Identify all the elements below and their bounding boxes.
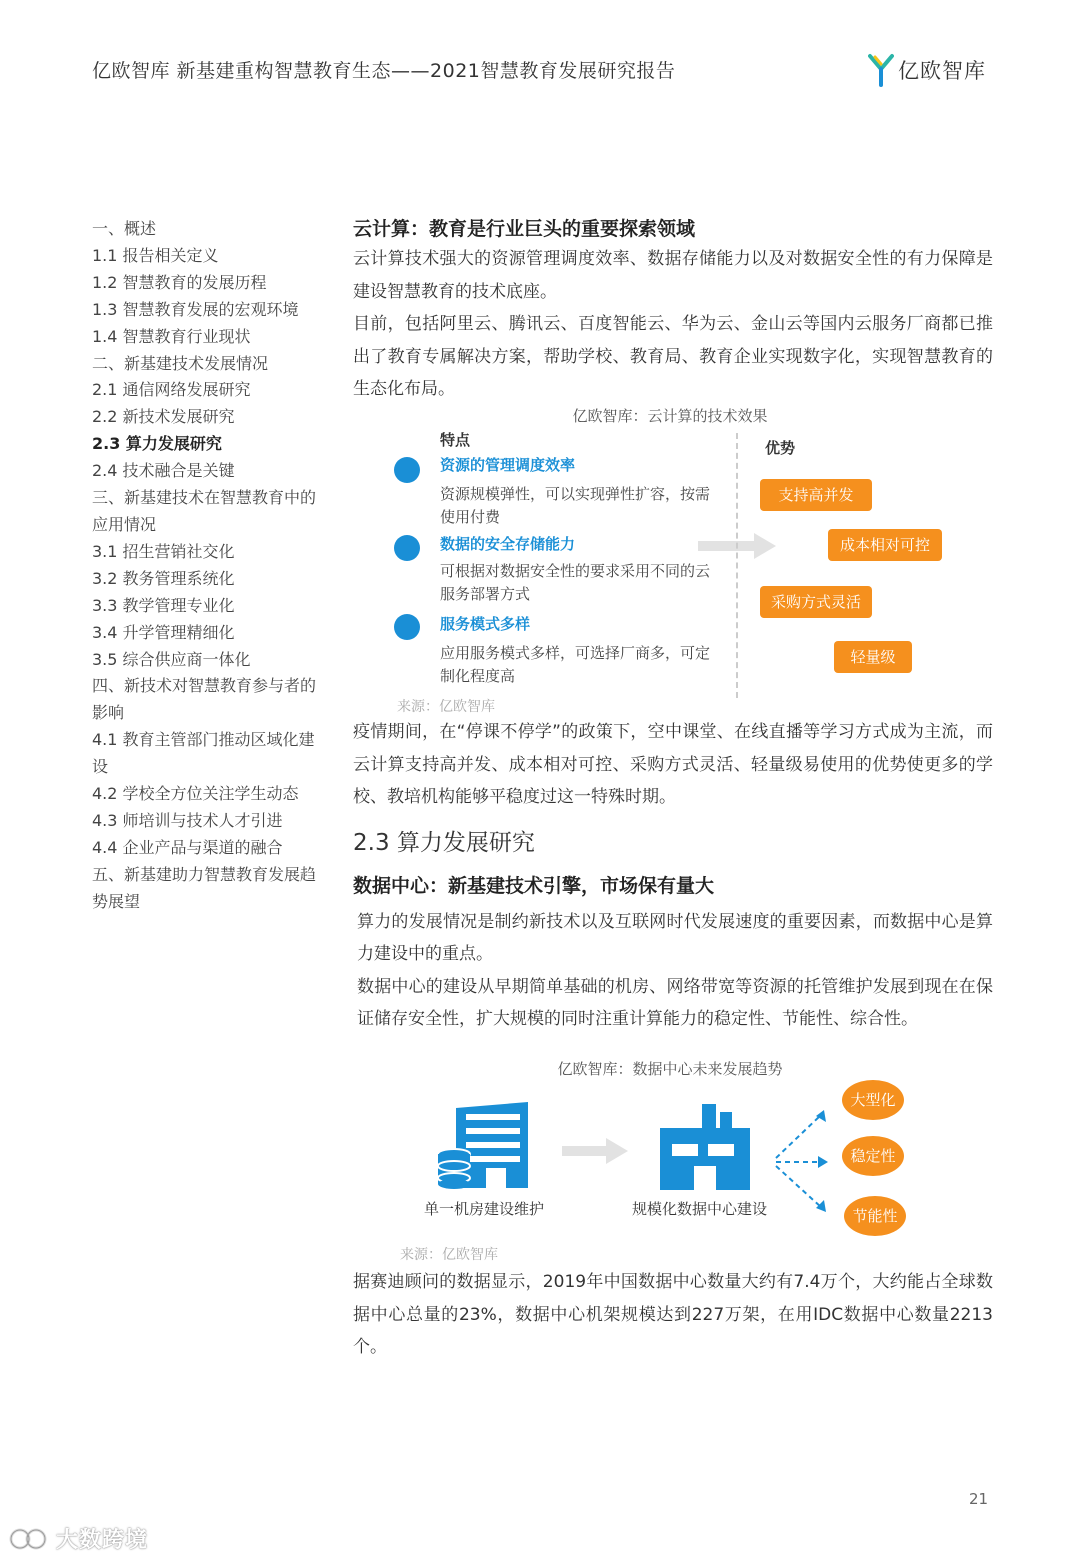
toc-item[interactable]: 3.1 招生营销社交化 <box>92 541 235 561</box>
watermark-text: 大数跨境 <box>56 1528 149 1553</box>
logo <box>868 52 986 88</box>
toc-item[interactable]: 3.3 教学管理专业化 <box>92 595 235 615</box>
features-header: 特点 <box>440 431 471 449</box>
factory-icon <box>658 1104 752 1190</box>
toc-item[interactable]: 1.2 智慧教育的发展历程 <box>92 272 267 292</box>
datacenter-para-2: 数据中心的建设从早期简单基础的机房、网络带宽等资源的托管维护发展到现在在保证储存安全性，扩大规模的同时注重计算能力的稳定性、节能性、综合性。 <box>357 976 993 1029</box>
trend-bubble: 节能性 <box>844 1196 906 1236</box>
datacenter-para-1: 算力的发展情况是制约新技术以及互联网时代发展速度的重要因素，而数据中心是算力建设中的重点。 <box>357 911 993 964</box>
toc-item[interactable]: 3.4 升学管理精细化 <box>92 622 235 642</box>
cloud-para-1: 云计算技术强大的资源管理调度效率、数据存储能力以及对数据安全性的有力保障是建设智慧教育的技术底座。 <box>353 249 993 302</box>
bullet-dot-icon <box>394 457 420 483</box>
toc-item[interactable]: 4.3 师培训与技术人才引进 <box>92 810 283 830</box>
bullet-dot-icon <box>394 614 420 640</box>
table-of-contents <box>92 216 320 916</box>
toc-item[interactable]: 四、新技术对智慧教育参与者的影响 <box>92 676 317 723</box>
section-title: 2.3 算力发展研究 <box>353 829 535 856</box>
scale-datacenter-label: 规模化数据中心建设 <box>632 1200 768 1218</box>
cloud-para-2: 目前，包括阿里云、腾讯云、百度智能云、华为云、金山云等国内云服务厂商都已推出了教育专属解决方案，帮助学校、教育局、教育企业实现数字化，实现智慧教育的生态化布局。 <box>353 314 993 399</box>
logo-y-icon <box>868 53 894 87</box>
toc-item[interactable]: 1.3 智慧教育发展的宏观环境 <box>92 299 299 319</box>
feature-title: 资源的管理调度效率 <box>440 456 576 474</box>
feature-desc: 应用服务模式多样，可选择厂商多，可定制化程度高 <box>440 644 711 685</box>
toc-item[interactable]: 1.1 报告相关定义 <box>92 245 219 265</box>
page-number: 21 <box>969 1490 989 1508</box>
trend-bubble: 稳定性 <box>842 1136 904 1176</box>
toc-item[interactable]: 2.4 技术融合是关键 <box>92 461 235 481</box>
trend-bubble: 大型化 <box>842 1080 904 1120</box>
section-2-3 <box>353 716 993 1036</box>
toc-item[interactable]: 2.1 通信网络发展研究 <box>92 380 251 400</box>
feature-title: 服务模式多样 <box>440 615 531 633</box>
header-title: 亿欧智库 新基建重构智慧教育生态——2021智慧教育发展研究报告 <box>92 60 676 82</box>
stats-section <box>353 1266 993 1364</box>
figure-source: 来源：亿欧智库 <box>400 1247 498 1263</box>
feature-desc: 可根据对数据安全性的要求采用不同的云服务部署方式 <box>440 562 711 603</box>
epidemic-paragraph: 疫情期间，在“停课不停学”的政策下，空中课堂、在线直播等学习方式成为主流，而云计算支持高并发、成本相对可控、采购方式灵活、轻量级易使用的优势使更多的学校、教培机构能够平稳度过这一特殊时期。 <box>353 722 993 807</box>
toc-item[interactable]: 1.4 智慧教育行业现状 <box>92 326 251 346</box>
advantage-pill: 成本相对可控 <box>828 529 942 561</box>
toc-item[interactable]: 五、新基建助力智慧教育发展趋势展望 <box>92 864 317 911</box>
cloud-section <box>353 214 993 406</box>
advantage-pill: 采购方式灵活 <box>760 586 872 618</box>
advantage-pill: 支持高并发 <box>760 479 872 511</box>
toc-item[interactable]: 3.2 教务管理系统化 <box>92 568 235 588</box>
feature-desc: 资源规模弹性，可以实现弹性扩容，按需使用付费 <box>440 485 711 526</box>
single-room-label: 单一机房建设维护 <box>424 1200 545 1218</box>
datacenter-heading: 数据中心：新基建技术引擎，市场保有量大 <box>353 874 715 897</box>
figure-source: 来源：亿欧智库 <box>397 699 495 715</box>
dashed-arrows-icon <box>772 1106 832 1216</box>
logo-text: 亿欧智库 <box>898 59 986 83</box>
toc-item[interactable]: 二、新基建技术发展情况 <box>92 353 269 373</box>
toc-item[interactable]: 三、新基建技术在智慧教育中的应用情况 <box>92 488 317 534</box>
cloud-effects-figure <box>380 405 1000 715</box>
toc-item[interactable]: 4.4 企业产品与渠道的融合 <box>92 837 283 857</box>
divider <box>736 433 738 698</box>
toc-item[interactable]: 一、概述 <box>92 219 157 238</box>
datacenter-trend-figure <box>400 1056 1000 1266</box>
figure-caption: 亿欧智库：数据中心未来发展趋势 <box>557 1060 783 1078</box>
feature-title: 数据的安全存储能力 <box>440 535 576 553</box>
toc-item-active[interactable]: 2.3 算力发展研究 <box>92 434 222 454</box>
right-arrow-icon <box>562 1138 628 1164</box>
bullet-dot-icon <box>394 535 420 561</box>
watermark-logo-icon <box>8 1525 50 1553</box>
toc-item[interactable]: 4.1 教育主管部门推动区域化建设 <box>92 730 315 777</box>
advantages-header: 优势 <box>765 439 796 457</box>
watermark <box>8 1523 148 1554</box>
cloud-heading: 云计算：教育是行业巨头的重要探索领域 <box>353 218 696 240</box>
stats-paragraph: 据赛迪顾问的数据显示，2019年中国数据中心数量大约有7.4万个，大约能占全球数据中心总量的23%，数据中心机架规模达到227万架，在用IDC数据中心数量2213个。 <box>353 1272 993 1357</box>
toc-item[interactable]: 3.5 综合供应商一体化 <box>92 649 251 669</box>
toc-item[interactable]: 4.2 学校全方位关注学生动态 <box>92 784 299 804</box>
server-room-icon <box>436 1102 532 1194</box>
toc-item[interactable]: 2.2 新技术发展研究 <box>92 407 235 427</box>
advantage-pill: 轻量级 <box>834 641 912 673</box>
figure-caption: 亿欧智库：云计算的技术效果 <box>572 407 768 425</box>
